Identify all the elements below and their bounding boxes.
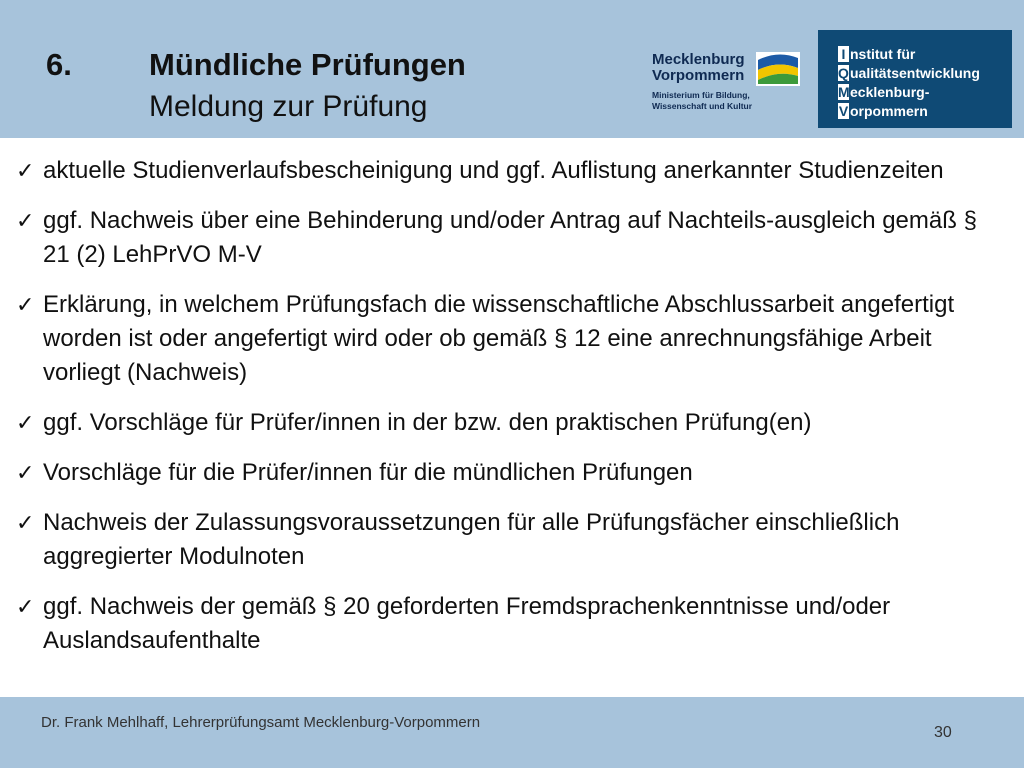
list-item: ✓ ggf. Nachweis der gemäß § 20 geforderten Fremdsprachenkenntnisse und/oder Auslandsaufenthalte (16, 590, 1006, 658)
list-item: ✓ ggf. Nachweis über eine Behinderung und/oder Antrag auf Nachteils-ausgleich gemäß § 21 (2) LehPrVO M-V (16, 204, 1006, 272)
slide-title: Mündliche Prüfungen (149, 47, 466, 82)
list-item: ✓ Vorschläge für die Prüfer/innen für die mündlichen Prüfungen (16, 456, 1006, 490)
checkmark-icon: ✓ (16, 158, 35, 183)
checkmark-icon: ✓ (16, 410, 35, 435)
checkmark-icon: ✓ (16, 594, 35, 619)
checkmark-icon: ✓ (16, 208, 35, 233)
checkmark-icon: ✓ (16, 292, 35, 317)
checkmark-icon: ✓ (16, 510, 35, 535)
checklist (16, 154, 1006, 674)
iq-logo-line: Mecklenburg- (838, 84, 930, 100)
mv-ministry-logo (652, 52, 802, 122)
list-item: ✓ aktuelle Studienverlaufsbescheinigung und ggf. Auflistung anerkannter Studienzeiten (16, 154, 1006, 188)
mv-logo-name: Mecklenburg Vorpommern (652, 51, 745, 84)
slide-footer (0, 697, 1024, 768)
mv-logo-subtitle: Ministerium für Bildung, Wissenschaft und Kultur (652, 90, 753, 111)
list-item: ✓ Nachweis der Zulassungsvoraussetzungen für alle Prüfungsfächer einschließlich aggregierter Modulnoten (16, 506, 1006, 574)
slide-header (0, 0, 1024, 138)
iq-logo-line: V orpommern (838, 103, 928, 119)
page-number: 30 (934, 724, 952, 741)
mv-flag-icon (756, 52, 800, 86)
checkmark-icon: ✓ (16, 460, 35, 485)
list-item: ✓ Erklärung, in welchem Prüfungsfach die wissenschaftliche Abschlussarbeit angefertigt worden ist oder angefertigt wird oder ob gemäß § 12 eine anrechnungsfähige Arbeit vorliegt (Nachweis) (16, 288, 1006, 390)
footer-author: Dr. Frank Mehlhaff, Lehrerprüfungsamt Mecklenburg-Vorpommern (41, 714, 481, 731)
list-item: ✓ ggf. Vorschläge für Prüfer/innen in der bzw. den praktischen Prüfung(en) (16, 406, 1006, 440)
iq-logo-line: Qualitätsentwicklung (838, 65, 980, 81)
iq-logo-line: I nstitut für (838, 46, 915, 62)
slide-subtitle: Meldung zur Prüfung (149, 90, 428, 123)
section-number: 6. (46, 47, 72, 82)
iqmv-logo (818, 30, 1012, 128)
